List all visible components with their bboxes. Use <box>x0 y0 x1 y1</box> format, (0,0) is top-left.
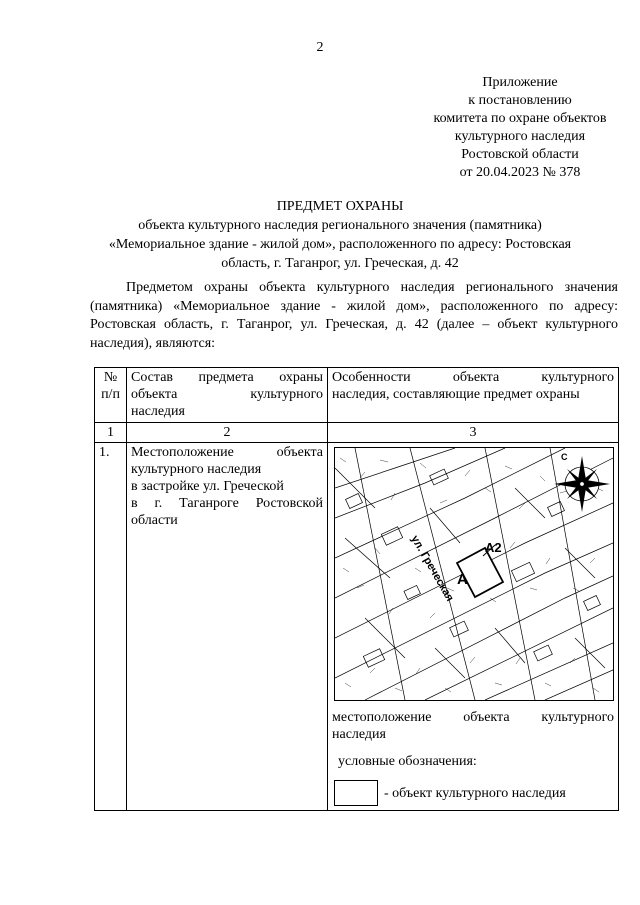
location-line: в г. Таганроге Ростовской <box>131 496 323 511</box>
header-features <box>328 368 619 423</box>
location-features <box>328 443 619 811</box>
caption-line: наследия <box>332 727 386 742</box>
intro-line: Предметом охраны объекта культурного наследия регионального значения <box>126 280 618 295</box>
appendix-line: Приложение <box>482 75 558 90</box>
appendix-line: к постановлению <box>468 93 572 108</box>
header-text: Особенности объекта культурного <box>332 370 614 385</box>
legend-text: - объект культурного наследия <box>384 786 566 801</box>
compass-north-label: С <box>561 452 568 462</box>
intro-line: (памятника) «Мемориальное здание - жилой дом», расположенного по адресу: <box>90 298 618 314</box>
header-text: наследия, составляющие предмет охраны <box>332 387 580 402</box>
appendix-line: культурного наследия <box>454 129 586 144</box>
location-description <box>127 443 328 811</box>
appendix-line: Ростовской области <box>461 147 579 162</box>
table-row <box>95 443 619 811</box>
header-text: Состав предмета охраны <box>131 370 323 385</box>
header-composition <box>127 368 328 423</box>
street-label-text: ул. Греческая <box>408 533 456 604</box>
appendix-line: комитета по охране объектов <box>433 111 607 126</box>
table-header-row <box>95 368 619 423</box>
protection-subject-table <box>94 367 619 811</box>
page-number: 2 <box>316 40 324 55</box>
row-number: 1. <box>95 443 127 811</box>
document-title <box>60 197 620 273</box>
object-marker-a: А <box>457 571 468 588</box>
title-line: область, г. Таганрог, ул. Греческая, д. 42 <box>221 256 459 271</box>
location-line: области <box>131 513 178 528</box>
legend-symbol-box <box>334 780 378 806</box>
header-text: наследия <box>131 404 185 419</box>
intro-paragraph <box>90 279 618 353</box>
legend-title: условные обозначения: <box>338 754 477 769</box>
object-marker-a2: А2 <box>485 540 502 555</box>
compass-rose-icon <box>554 452 610 512</box>
location-line: в застройке ул. Греческой <box>131 479 284 494</box>
column-number: 1 <box>95 423 127 443</box>
column-number: 3 <box>328 423 619 443</box>
intro-line: Ростовская область, г. Таганрог, ул. Греческая, д. 42 (далее – объект культурного <box>90 317 618 333</box>
title-line: «Мемориальное здание - жилой дом», расположенного по адресу: Ростовская <box>108 237 572 252</box>
caption-line: местоположение объекта культурного <box>332 710 614 725</box>
appendix-block <box>400 74 640 182</box>
title-heading: ПРЕДМЕТ ОХРАНЫ <box>276 199 404 214</box>
title-line: объекта культурного наследия регионального значения (памятника) <box>138 218 542 233</box>
header-text: № <box>103 370 118 385</box>
intro-line: наследия), являются: <box>90 335 216 351</box>
location-map <box>334 447 614 701</box>
header-number <box>95 368 127 423</box>
location-line: культурного наследия <box>131 462 262 477</box>
location-line: Местоположение объекта <box>131 445 323 460</box>
map-caption <box>332 709 614 743</box>
header-text: объекта культурного <box>131 387 323 402</box>
header-text: п/п <box>101 387 120 402</box>
map-legend <box>332 780 614 808</box>
appendix-line: от 20.04.2023 № 378 <box>459 165 581 180</box>
table-number-row <box>95 423 619 443</box>
location-map-image <box>335 448 613 700</box>
column-number: 2 <box>127 423 328 443</box>
